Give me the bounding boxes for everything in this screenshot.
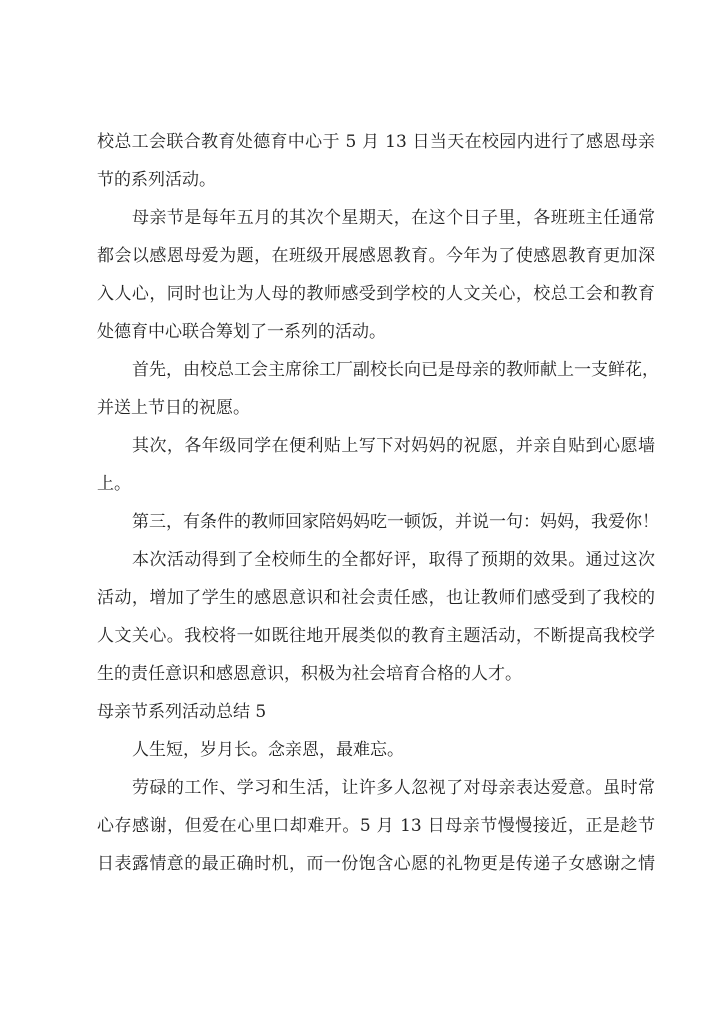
- paragraph: [97, 123, 655, 199]
- text-line: 人文关心。我校将一如既往地开展类似的教育主题活动，不断提高我校学: [97, 626, 655, 646]
- text-line: 都会以感恩母爱为题，在班级开展感恩教育。今年为了使感恩教育更加深: [97, 246, 655, 266]
- paragraph: [97, 427, 655, 503]
- section-heading: [97, 693, 655, 731]
- text-line: 其次，各年级同学在便利贴上写下对妈妈的祝愿，并亲自贴到心愿墙: [132, 436, 655, 456]
- text-line: 本次活动得到了全校师生的全都好评，取得了预期的效果。通过这次: [132, 550, 655, 570]
- text-line: 母亲节是每年五月的其次个星期天，在这个日子里，各班班主任通常: [132, 208, 655, 228]
- text-line: 劳碌的工作、学习和生活，让许多人忽视了对母亲表达爱意。虽时常: [132, 778, 655, 798]
- document-page: [97, 123, 659, 883]
- text-line: 心存感谢，但爱在心里口却难开。5 月 13 日母亲节慢慢接近，正是趁节: [97, 816, 655, 836]
- paragraph: [97, 541, 655, 693]
- text-line: 入人心，同时也让为人母的教师感受到学校的人文关心，校总工会和教育: [97, 284, 655, 304]
- text-line: 上。: [97, 474, 131, 494]
- text-line: 日表露情意的最正确时机，而一份饱含心愿的礼物更是传递子女感谢之情: [97, 854, 655, 874]
- paragraph: [97, 731, 655, 769]
- text-line: 并送上节日的祝愿。: [97, 398, 250, 418]
- paragraph: [97, 503, 659, 541]
- text-line: 节的系列活动。: [97, 170, 216, 190]
- paragraph: [97, 769, 655, 883]
- text-line: 第三，有条件的教师回家陪妈妈吃一顿饭，并说一句：妈妈，我爱你！: [132, 512, 659, 532]
- text-line: 首先，由校总工会主席徐工厂副校长向已是母亲的教师献上一支鲜花，: [132, 360, 659, 380]
- text-line: 校总工会联合教育处德育中心于 5 月 13 日当天在校园内进行了感恩母亲: [97, 132, 655, 152]
- text-line: 人生短，岁月长。念亲恩，最难忘。: [132, 740, 404, 760]
- text-line: 活动，增加了学生的感恩意识和社会责任感，也让教师们感受到了我校的: [97, 588, 655, 608]
- text-line: 处德育中心联合筹划了一系列的活动。: [97, 322, 386, 342]
- paragraph: [97, 199, 655, 351]
- text-line: 母亲节系列活动总结 5: [97, 702, 267, 722]
- text-line: 生的责任意识和感恩意识，积极为社会培育合格的人才。: [97, 664, 522, 684]
- paragraph: [97, 351, 659, 427]
